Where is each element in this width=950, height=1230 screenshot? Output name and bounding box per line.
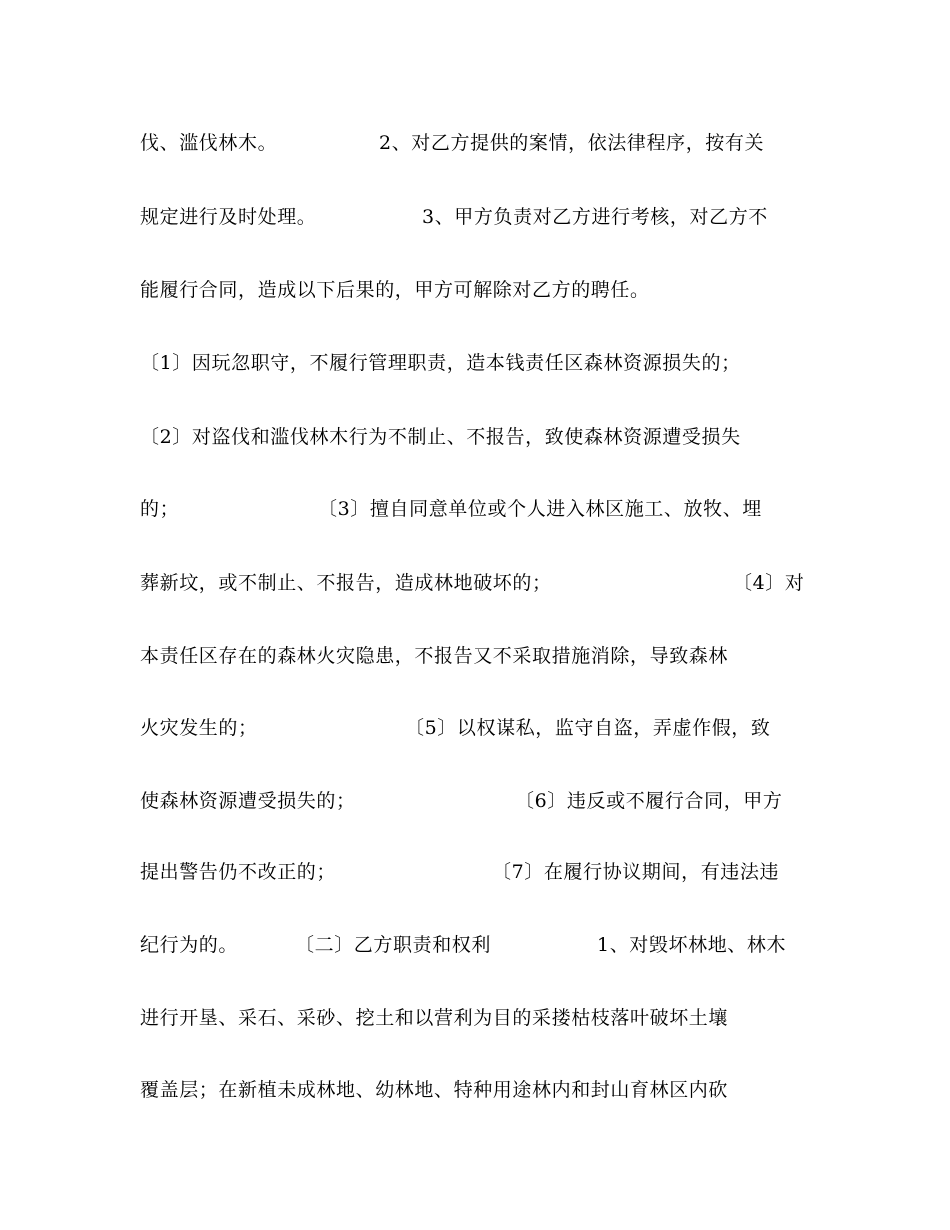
text-line xyxy=(140,202,805,232)
text-line xyxy=(140,857,805,887)
text-segment: 纪行为的。 xyxy=(140,934,239,956)
text-segment: 能履行合同，造成以下后果的，甲方可解除对乙方的聘任。 xyxy=(140,279,650,301)
text-segment: 〔6〕违反或不履行合同，甲方 xyxy=(515,790,783,812)
text-segment: 提出警告仍不改正的； xyxy=(140,861,337,883)
text-segment: 1、对毁坏林地、林木 xyxy=(597,934,787,956)
text-line xyxy=(140,422,805,452)
text-segment: 规定进行及时处理。 xyxy=(140,206,317,228)
text-segment: 〔7〕在履行协议期间，有违法违 xyxy=(492,861,780,883)
text-line xyxy=(140,128,805,158)
text-segment: 使森林资源遭受损失的； xyxy=(140,790,356,812)
text-line xyxy=(140,348,805,378)
text-line xyxy=(140,1003,805,1033)
text-segment: 〔3〕擅自同意单位或个人进入林区施工、放牧、埋 xyxy=(318,498,762,520)
text-segment: 伐、滥伐林木。 xyxy=(140,132,278,154)
text-line xyxy=(140,568,805,598)
text-segment: 的； xyxy=(140,498,180,520)
text-segment: 火灾发生的； xyxy=(140,717,258,739)
text-line xyxy=(140,275,805,305)
text-segment: 〔2〕对盗伐和滥伐林木行为不制止、不报告，致使森林资源遭受损失 xyxy=(140,426,741,448)
text-segment: 〔5〕以权谋私，监守自盗，弄虚作假，致 xyxy=(405,717,771,739)
text-line xyxy=(140,494,805,524)
text-segment: 2、对乙方提供的案情，依法律程序，按有关 xyxy=(379,132,765,154)
text-segment: 葬新坟，或不制止、不报告，造成林地破坏的； xyxy=(140,572,552,594)
text-segment: 覆盖层；在新植未成林地、幼林地、特种用途林内和封山育林区内砍 xyxy=(140,1079,729,1101)
text-segment: 〔1〕因玩忽职守，不履行管理职责，造本钱责任区森林资源损失的； xyxy=(140,352,741,374)
text-segment: 本责任区存在的森林火灾隐患，不报告又不采取措施消除，导致森林 xyxy=(140,645,729,667)
text-line xyxy=(140,641,805,671)
text-line xyxy=(140,1075,805,1105)
text-line xyxy=(140,786,805,816)
text-segment: 〔4〕对 xyxy=(733,572,805,594)
text-line xyxy=(140,713,805,743)
text-line xyxy=(140,930,805,960)
text-segment: 进行开垦、采石、采砂、挖土和以营利为目的采搂枯枝落叶破坏土壤 xyxy=(140,1007,729,1029)
text-segment: 〔二〕乙方职责和权利 xyxy=(295,934,492,956)
text-segment: 3、甲方负责对乙方进行考核，对乙方不 xyxy=(422,206,768,228)
